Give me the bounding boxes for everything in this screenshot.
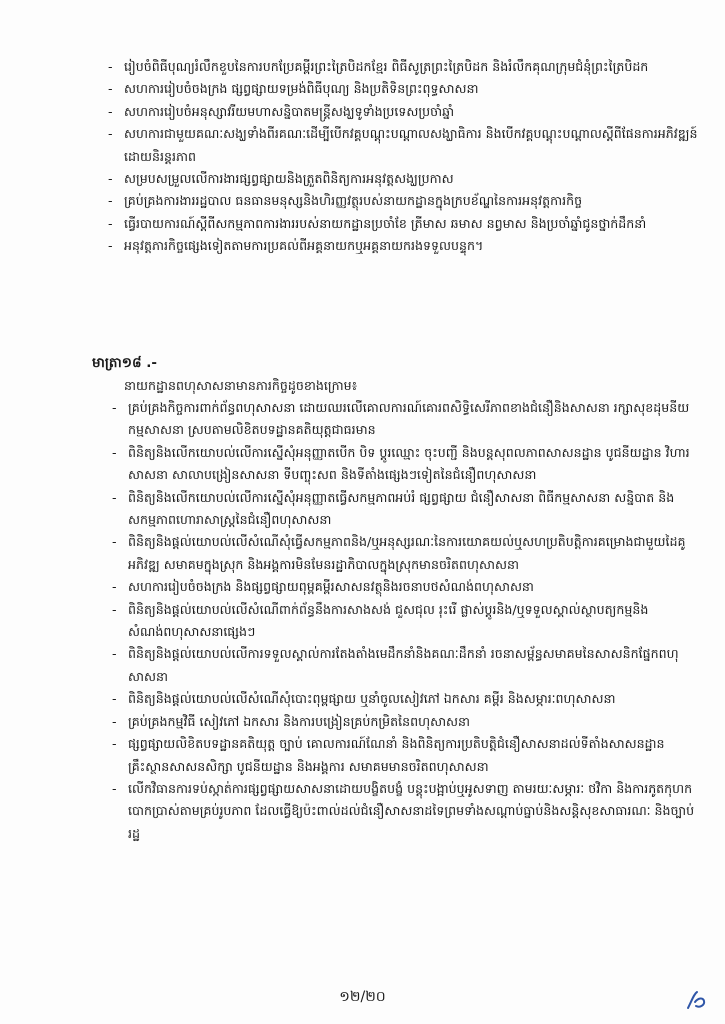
list-item: - ធ្វើរបាយការណ៍ស្តីពីសកម្មភាពការងាររបស់នាយកដ្ឋានប្រចាំខែ ត្រីមាស ឆមាស នព្វមាស និងប្រចាំឆ្នាំជូនថ្នាក់ដឹកនាំ <box>108 213 698 235</box>
page-number: ១២/២០ <box>339 989 386 1005</box>
article-duties-list <box>112 397 698 845</box>
article-intro: នាយកដ្ឋានពហុសាសនាមានភារកិច្ចដូចខាងក្រោម៖ <box>124 378 358 393</box>
list-item: - គ្រប់គ្រងកិច្ចការពាក់ព័ន្ធពហុសាសនា ដោយឈរលើគោលការណ៍គោរពសិទ្ធិសេរីភាពខាងជំនឿនិងសាសនា រក្សាសុខដុមនីយកម្មសាសនា ស្របតាមលិខិតបទដ្ឋានគតិយុត្តជាធរមាន <box>112 397 698 442</box>
list-item: - ពិនិត្យនិងផ្តល់យោបល់លើការទទួលស្គាល់ការតែងតាំងមេដឹកនាំនិងគណៈដឹកនាំ រចនាសម្ព័ន្ធសមាគមនៃសាសនិកផ្នែកពហុសាសនា <box>112 643 698 688</box>
list-item: - ផ្សព្វផ្សាយលិខិតបទដ្ឋានគតិយុត្ត ច្បាប់ គោលការណ៍ណែនាំ និងពិនិត្យការប្រតិបត្តិជំនឿសាសនាដល់ទីតាំងសាសនដ្ឋាន គ្រឹះស្ថានសាសនសិក្សា បូជនីយដ្ឋាន និងអង្គការ សមាគមមានចរិតពហុសាសនា <box>112 733 698 778</box>
list-item: - សហការរៀបចំចងក្រង ផ្សព្វផ្សាយទម្រង់ពិធីបុណ្យ និងប្រតិទិនព្រះពុទ្ធសាសនា <box>108 78 698 100</box>
list-item: - ពិនិត្យនិងផ្តល់យោបល់លើសំណើពាក់ព័ន្ធនឹងការសាងសង់ ជួសជុល រុះរើ ផ្លាស់ប្តូរនិង/ឬទទួលស្គាល់ស្ថាបត្យកម្មនិងសំណង់ពហុសាសនាផ្សេងៗ <box>112 599 698 644</box>
list-item: - ពិនិត្យនិងលើកយោបល់លើការស្នើសុំអនុញ្ញាតបើក បិទ ប្តូរឈ្មោះ ចុះបញ្ជី និងបន្តសុពលភាពសាសនដ្ឋាន បូជនីយដ្ឋាន វិហារសាសនា សាលាបង្រៀនសាសនា ទីបញ្ចុះសព និងទីតាំងផ្សេងៗទៀតនៃជំនឿពហុសាសនា <box>112 442 698 487</box>
continued-duties-list <box>108 56 698 258</box>
list-item: - ពិនិត្យនិងផ្តល់យោបល់លើសំណើសុំធ្វើសកម្មភាពនិង/ឬអនុស្សរណៈនៃការយោគយល់ឬសហប្រតិបត្តិការគម្រោងជាមួយដៃគូអភិវឌ្ឍ សមាគមក្នុងស្រុក និងអង្គការមិនមែនរដ្ឋាភិបាលក្នុងស្រុកមានចរិតពហុសាសនា <box>112 531 698 576</box>
list-item: - អនុវត្តភារកិច្ចផ្សេងទៀតតាមការប្រគល់ពីអគ្គនាយកឬអគ្គនាយករងទទួលបន្ទុក។ <box>108 235 698 257</box>
list-item: - លើកវិធានការទប់ស្កាត់ការផ្សព្វផ្សាយសាសនាដោយបង្ខិតបង្ខំ បន្តុះបង្អាប់ឬអូសទាញ តាមរយៈសម្ភារៈ ថវិកា និងការភូតកុហកបោកប្រាស់តាមគ្រប់រូបភាព ដែលធ្វើឱ្យប៉ះពាល់ដល់ជំនឿសាសនាដទៃព្រមទាំងសណ្តាប់ធ្នាប់និងសន្តិសុខសាធារណៈ និងច្បាប់រដ្ឋ <box>112 778 698 845</box>
list-item: - រៀបចំពិធីបុណ្យរំលឹកខួបនៃការបកប្រែគម្ពីរព្រះត្រៃបិដកខ្មែរ ពិធីសូត្រព្រះត្រៃបិដក និងរំលឹកគុណក្រុមជំនុំព្រះត្រៃបិដក <box>108 56 698 78</box>
article-heading: មាត្រា១៨ .- <box>92 355 157 371</box>
list-item: - សម្របសម្រួលលើការងារផ្សព្វផ្សាយនិងត្រួតពិនិត្យការអនុវត្តសង្ឃប្រកាស <box>108 168 698 190</box>
list-item: - ពិនិត្យនិងលើកយោបល់លើការស្នើសុំអនុញ្ញាតធ្វើសកម្មភាពអប់រំ ផ្សព្វផ្សាយ ជំនឿសាសនា ពិធីកម្មសាសនា សន្និបាត និងសកម្មភាពហោរាសាស្ត្រនៃជំនឿពហុសាសនា <box>112 487 698 532</box>
list-item: - គ្រប់គ្រងកម្មវិធី សៀវភៅ ឯកសារ និងការបង្រៀនគ្រប់កម្រិតនៃពហុសាសនា <box>112 711 698 733</box>
list-item: - ពិនិត្យនិងផ្តល់យោបល់លើសំណើសុំបោះពុម្ពផ្សាយ ឬនាំចូលសៀវភៅ ឯកសារ គម្ពីរ និងសម្ភារៈពហុសាសនា <box>112 688 698 710</box>
list-item: - សហការជាមួយគណៈសង្ឃទាំងពីរគណៈដើម្បីបើកវគ្គបណ្តុះបណ្តាលសង្ឃាធិការ និងបើកវគ្គបណ្តុះបណ្តាលស្តីពីផែនការអភិវឌ្ឍន៍ដោយនិរន្តរភាព <box>108 123 698 168</box>
list-item: - គ្រប់គ្រងការងាររដ្ឋបាល ធនធានមនុស្សនិងហិរញ្ញវត្ថុរបស់នាយកដ្ឋានក្នុងក្របខ័ណ្ឌនៃការអនុវត្តការកិច្ច <box>108 190 698 212</box>
handwritten-initials-icon <box>684 988 708 1012</box>
list-item: - សហការរៀបចំចងក្រង និងផ្សព្វផ្សាយពុម្ពគម្ពីរសាសនវត្ថុនិងរចនាបថសំណង់ពហុសាសនា <box>112 576 698 598</box>
list-item: - សហការរៀបចំអនុស្សាវរីយមហាសន្និបាតមន្ត្រីសង្ឃទូទាំងប្រទេសប្រចាំឆ្នាំ <box>108 101 698 123</box>
